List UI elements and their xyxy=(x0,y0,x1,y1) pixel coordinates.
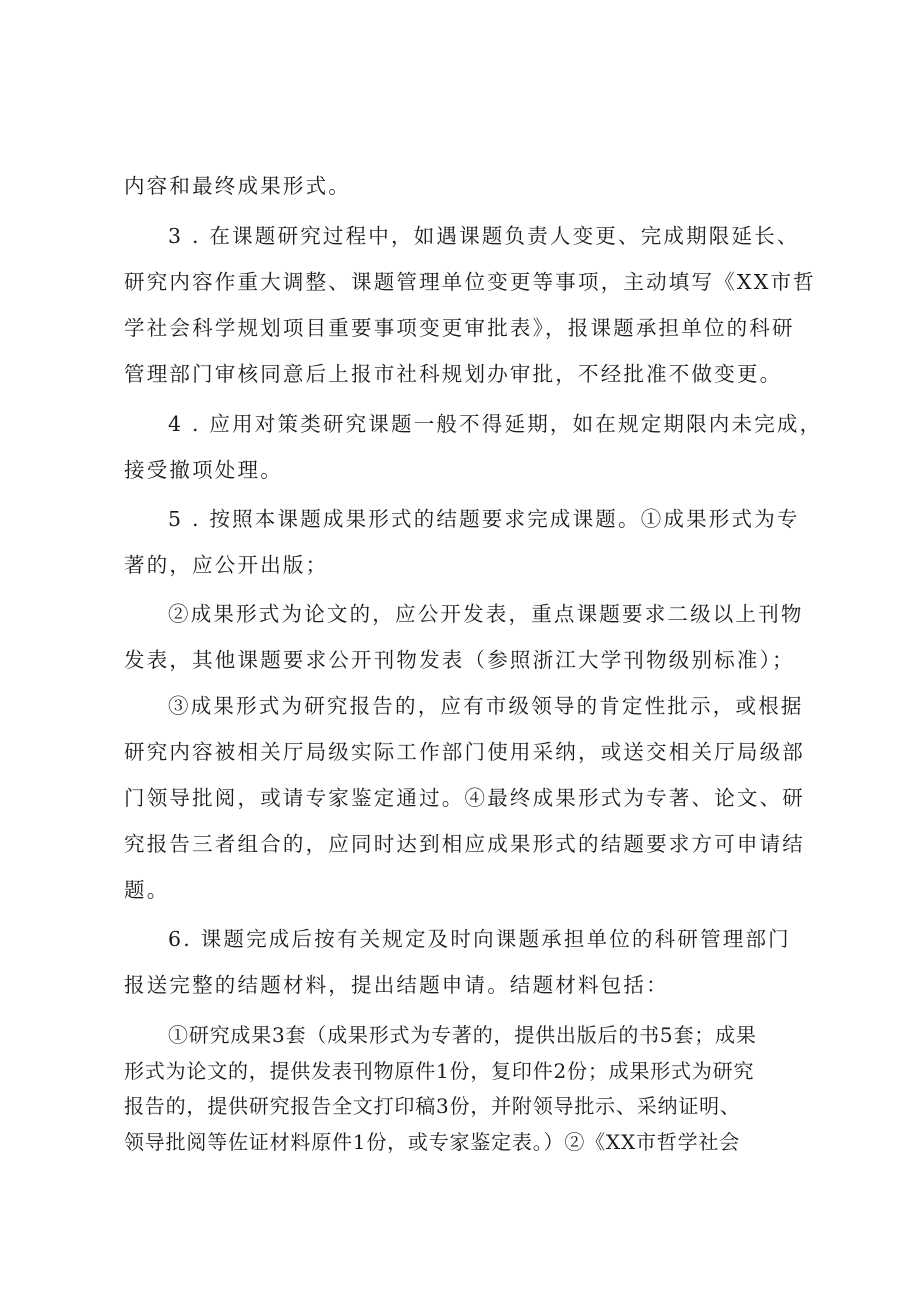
text-line: 报告的，提供研究报告全文打印稿3份，并附领导批示、采纳证明、 xyxy=(124,1094,741,1118)
text-line: 管理部门审核同意后上报市社科规划办审批，不经批准不做变更。 xyxy=(124,362,783,386)
text-line: 研究内容作重大调整、课题管理单位变更等事项，主动填写《XX市哲 xyxy=(124,270,816,294)
text-line: 4 . 应用对策类研究课题一般不得延期，如在规定期限内未完成， xyxy=(168,412,823,436)
text-line: ②成果形式为论文的，应公开发表，重点课题要求二级以上刊物 xyxy=(168,602,804,626)
text-line: 接受撤项处理。 xyxy=(124,458,283,482)
text-line: 门领导批阅，或请专家鉴定通过。④最终成果形式为专著、论文、研 xyxy=(124,786,805,810)
text-line: 究报告三者组合的，应同时达到相应成果形式的结题要求方可申请结 xyxy=(124,832,805,856)
text-line: 报送完整的结题材料，提出结题申请。结题材料包括： xyxy=(124,973,669,997)
text-line: 6. 课题完成后按有关规定及时向课题承担单位的科研管理部门 xyxy=(168,927,791,951)
text-line: ③成果形式为研究报告的，应有市级领导的肯定性批示，或根据 xyxy=(168,694,804,718)
text-line: ①研究成果3套（成果形式为专著的，提供出版后的书5套；成果 xyxy=(168,1023,757,1047)
text-line: 著的，应公开出版； xyxy=(124,553,329,577)
text-line: 发表，其他课题要求公开刊物发表（参照浙江大学刊物级别标准）； xyxy=(124,648,795,672)
text-line: 研究内容被相关厅局级实际工作部门使用采纳，或送交相关厅局级部 xyxy=(124,740,805,764)
text-line: 学社会科学规划项目重要事项变更审批表》，报课题承担单位的科研 xyxy=(124,316,795,340)
text-line: 内容和最终成果形式。 xyxy=(124,174,351,198)
text-line: 5 . 按照本课题成果形式的结题要求完成课题。①成果形式为专 xyxy=(168,507,800,531)
text-line: 领导批阅等佐证材料原件1份，或专家鉴定表。）②《XX市哲学社会 xyxy=(124,1130,741,1154)
text-line: 题。 xyxy=(124,878,170,902)
text-line: 形式为论文的，提供发表刊物原件1份，复印件2份；成果形式为研究 xyxy=(124,1059,755,1083)
text-line: 3 . 在课题研究过程中，如遇课题负责人变更、完成期限延长、 xyxy=(168,224,800,248)
